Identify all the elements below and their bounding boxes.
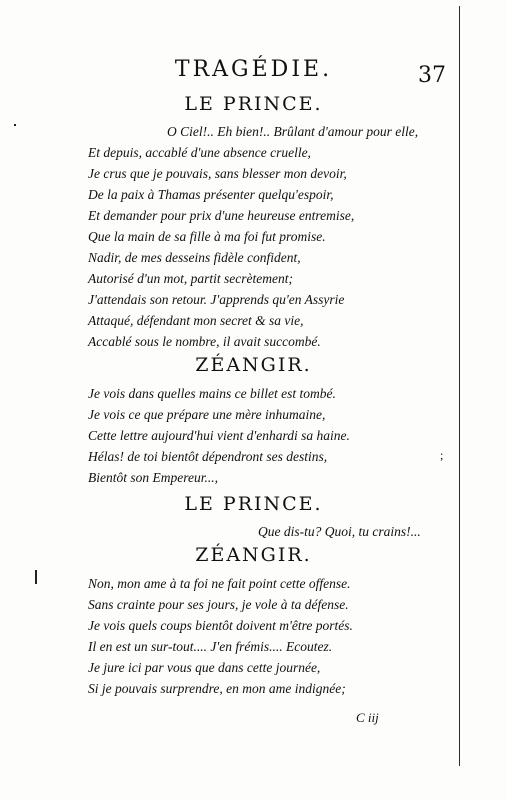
verse-line: Je vois quels coups bientôt doivent m'être portés. xyxy=(88,618,353,633)
speaker-heading: ZÉANGIR. xyxy=(195,354,312,376)
speaker-heading: ZÉANGIR. xyxy=(195,544,312,566)
verse-line: Et depuis, accablé d'une absence cruelle, xyxy=(88,145,311,160)
verse-line: Hélas! de toi bientôt dépendront ses destins, xyxy=(88,449,328,464)
verse-line: O Ciel!.. Eh bien!.. Brûlant d'amour pour elle, xyxy=(167,124,419,139)
verse-line: Nadir, de mes desseins fidèle confident, xyxy=(88,250,301,265)
speaker-heading: LE PRINCE. xyxy=(184,493,323,515)
running-title: TRAGÉDIE. xyxy=(174,57,333,82)
verse-line: Non, mon ame à ta foi ne fait point cette offense. xyxy=(88,576,351,591)
verse-line: Je jure ici par vous que dans cette journée, xyxy=(88,660,321,675)
page-fold-edge xyxy=(459,6,460,766)
verse-line: Je crus que je pouvais, sans blesser mon devoir, xyxy=(88,166,347,181)
verse-line: J'attendais son retour. J'apprends qu'en Assyrie xyxy=(88,292,345,307)
verse-line: Et demander pour prix d'une heureuse entremise, xyxy=(88,208,355,223)
verse-line: Il en est un sur-tout.... J'en frémis.... Ecoutez. xyxy=(88,639,333,654)
speaker-heading: LE PRINCE. xyxy=(184,93,323,115)
verse-line: Attaqué, défendant mon secret & sa vie, xyxy=(88,313,304,328)
verse-line: Si je pouvais surprendre, en mon ame indignée; xyxy=(88,681,346,696)
verse-line: Que la main de sa fille à ma foi fut promise. xyxy=(88,229,326,244)
verse-line: Je vois dans quelles mains ce billet est tombé. xyxy=(88,386,336,401)
verse-line: Que dis-tu? Quoi, tu crains!... xyxy=(258,524,421,539)
verse-line: De la paix à Thamas présenter quelqu'espoir, xyxy=(88,187,334,202)
page-number: 37 xyxy=(418,63,446,88)
verse-line: Cette lettre aujourd'hui vient d'enhardi sa haine. xyxy=(88,428,350,443)
verse-line: Sans crainte pour ses jours, je vole à ta défense. xyxy=(88,597,349,612)
verse-line: Autorisé d'un mot, partit secrètement; xyxy=(88,271,293,286)
verse-line: Accablé sous le nombre, il avait succombé. xyxy=(88,334,321,349)
margin-mark: ; xyxy=(440,448,444,462)
signature-mark: C iij xyxy=(356,710,379,725)
verse-line: Bientôt son Empereur..., xyxy=(88,470,218,485)
ink-speck xyxy=(14,124,16,126)
ink-speck xyxy=(35,570,37,584)
verse-line: Je vois ce que prépare une mère inhumaine, xyxy=(88,407,326,422)
